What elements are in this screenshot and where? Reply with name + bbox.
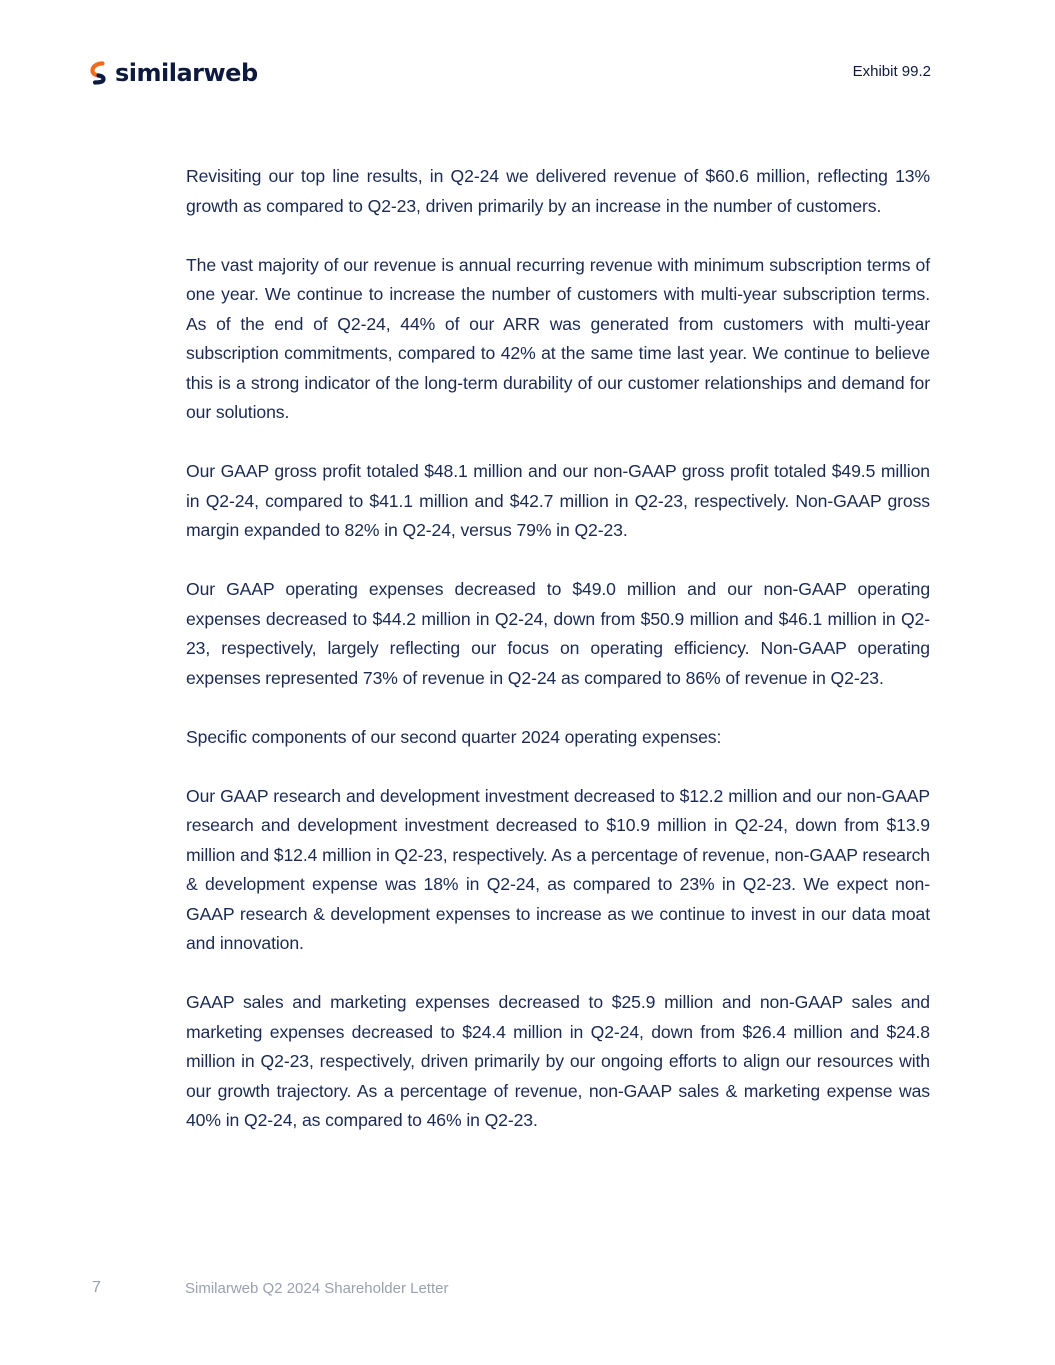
page-number: 7 (92, 1279, 101, 1296)
company-logo (89, 58, 258, 88)
paragraph-recurring-revenue: The vast majority of our revenue is annual recurring revenue with minimum subscription terms of one year. We continue to increase the number of customers with multi-year subscription terms. As of the end of Q2-24, 44% of our ARR was generated from customers with multi-year subscription commitments, compared to 42% at the same time last year. We continue to believe this is a strong indicator of the long-term durability of our customer relationships and demand for our solutions. (186, 254, 930, 422)
paragraph-revenue: Revisiting our top line results, in Q2-24 we delivered revenue of $60.6 million, reflecting 13% growth as compared to Q2-23, driven primarily by an increase in the number of customers. (186, 166, 930, 216)
paragraph-sales-marketing: GAAP sales and marketing expenses decreased to $25.9 million and non-GAAP sales and marketing expenses decreased to $24.4 million in Q2-24, down from $26.4 million and $24.8 million in Q2-23, respectively, driven primarily by our ongoing efforts to align our resources with our growth trajectory. As a percentage of revenue, non-GAAP sales & marketing expense was 40% in Q2-24, as compared to 46% in Q2-23. (186, 992, 930, 1130)
footer-title: Similarweb Q2 2024 Shareholder Letter (185, 1280, 449, 1297)
paragraph-operating-expenses: Our GAAP operating expenses decreased to $49.0 million and our non-GAAP operating expenses decreased to $44.2 million in Q2-24, down from $50.9 million and $46.1 million in Q2-23, respectively, largely reflecting our focus on operating efficiency. Non-GAAP operating expenses represented 73% of revenue in Q2-24 as compared to 86% of revenue in Q2-23. (186, 579, 930, 688)
exhibit-label: Exhibit 99.2 (852, 63, 931, 80)
similarweb-logo-icon (89, 61, 109, 85)
letter-body (186, 162, 930, 1165)
paragraph-research-development: Our GAAP research and development investment decreased to $12.2 million and our non-GAAP research and development investment decreased to $10.9 million in Q2-24, down from $13.9 million and $12.4 million in Q2-23, respectively. As a percentage of revenue, non-GAAP research & development expense was 18% in Q2-24, as compared to 23% in Q2-23. We expect non-GAAP research & development expenses to increase as we continue to invest in our data moat and innovation. (186, 785, 930, 953)
paragraph-gross-profit: Our GAAP gross profit totaled $48.1 million and our non-GAAP gross profit totaled $49.5 million in Q2-24, compared to $41.1 million and $42.7 million in Q2-23, respectively. Non-GAAP gross margin expanded to 82% in Q2-24, versus 79% in Q2-23. (186, 461, 930, 540)
logo-text: similarweb (115, 59, 258, 87)
paragraph-components-intro: Specific components of our second quarter 2024 operating expenses: (186, 726, 722, 747)
